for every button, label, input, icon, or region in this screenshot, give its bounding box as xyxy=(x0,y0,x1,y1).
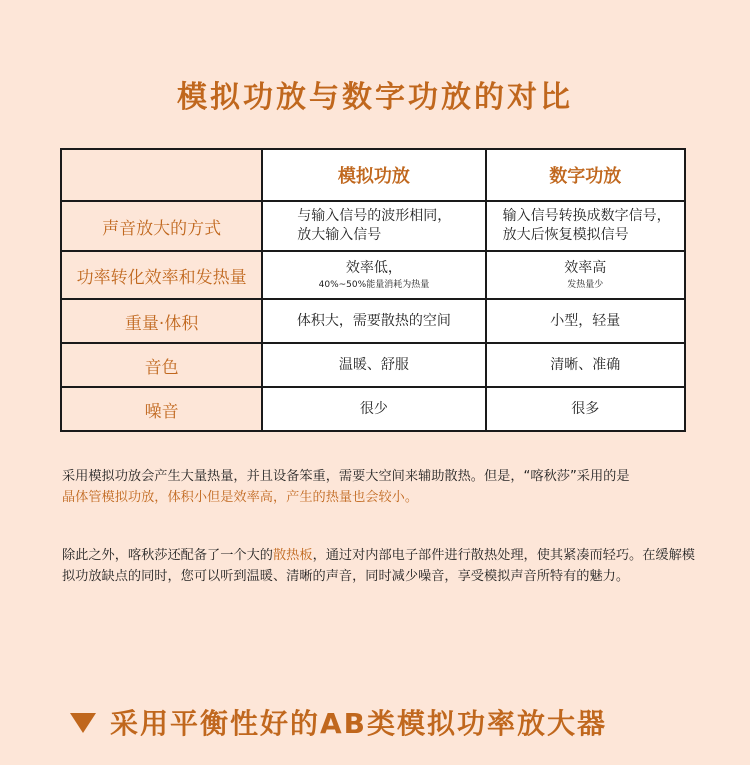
comparison-table xyxy=(60,148,686,432)
paragraph-text: 除此之外，喀秋莎还配备了一个大的 xyxy=(62,548,273,563)
triangle-down-icon xyxy=(70,713,96,733)
row-label: 噪音 xyxy=(61,387,262,431)
section-heading-text: 采用平衡性好的AB类模拟功率放大器 xyxy=(110,707,608,740)
table-row xyxy=(61,299,685,343)
header-corner xyxy=(61,149,262,201)
analog-cell xyxy=(262,201,485,251)
section-heading xyxy=(70,702,710,742)
analog-value: 温暖、舒服 xyxy=(262,343,485,387)
digital-value: 效率高 xyxy=(564,259,607,276)
row-label: 功率转化效率和发热量 xyxy=(61,251,262,299)
row-label: 重量·体积 xyxy=(61,299,262,343)
paragraph-text: 采用模拟功放会产生大量热量，并且设备笨重，需要大空间来辅助散热。但是，“喀秋莎”采用的是 xyxy=(62,469,630,484)
digital-value: 很多 xyxy=(486,387,685,431)
table-row xyxy=(61,251,685,299)
analog-cell xyxy=(262,251,485,299)
table-row xyxy=(61,201,685,251)
paragraph-heat xyxy=(62,466,702,508)
table-row xyxy=(61,343,685,387)
paragraph-highlight: 散热板 xyxy=(273,548,313,563)
page-title: 模拟功放与数字功放的对比 xyxy=(177,80,573,115)
analog-note: 40%~50%能量消耗为热量 xyxy=(318,279,430,290)
digital-value: 输入信号转换成数字信号， 放大后恢复模拟信号 xyxy=(502,208,671,243)
paragraph-text: ，通过对内部电子部件进行散热处理，使其紧凑而轻巧。在缓解模拟功放缺点的同时，您可以听到温暖、清晰的声音，同时减少噪音，享受模拟声音所特有的魅力。 xyxy=(62,548,695,584)
digital-cell xyxy=(486,201,685,251)
header-digital: 数字功放 xyxy=(486,149,685,201)
table-header-row xyxy=(61,149,685,201)
analog-value: 很少 xyxy=(262,387,485,431)
analog-value: 与输入信号的波形相同， 放大输入信号 xyxy=(297,208,452,243)
digital-value: 小型，轻量 xyxy=(486,299,685,343)
row-label: 声音放大的方式 xyxy=(61,201,262,251)
digital-cell xyxy=(486,251,685,299)
header-analog: 模拟功放 xyxy=(262,149,485,201)
analog-value: 效率低， xyxy=(345,259,402,276)
analog-value: 体积大，需要散热的空间 xyxy=(262,299,485,343)
table-row xyxy=(61,387,685,431)
row-label: 音色 xyxy=(61,343,262,387)
digital-value: 清晰、准确 xyxy=(486,343,685,387)
digital-note: 发热量少 xyxy=(567,279,604,290)
paragraph-heatsink xyxy=(62,545,702,587)
paragraph-highlight: 晶体管模拟功放，体积小但是效率高，产生的热量也会较小。 xyxy=(62,490,419,505)
